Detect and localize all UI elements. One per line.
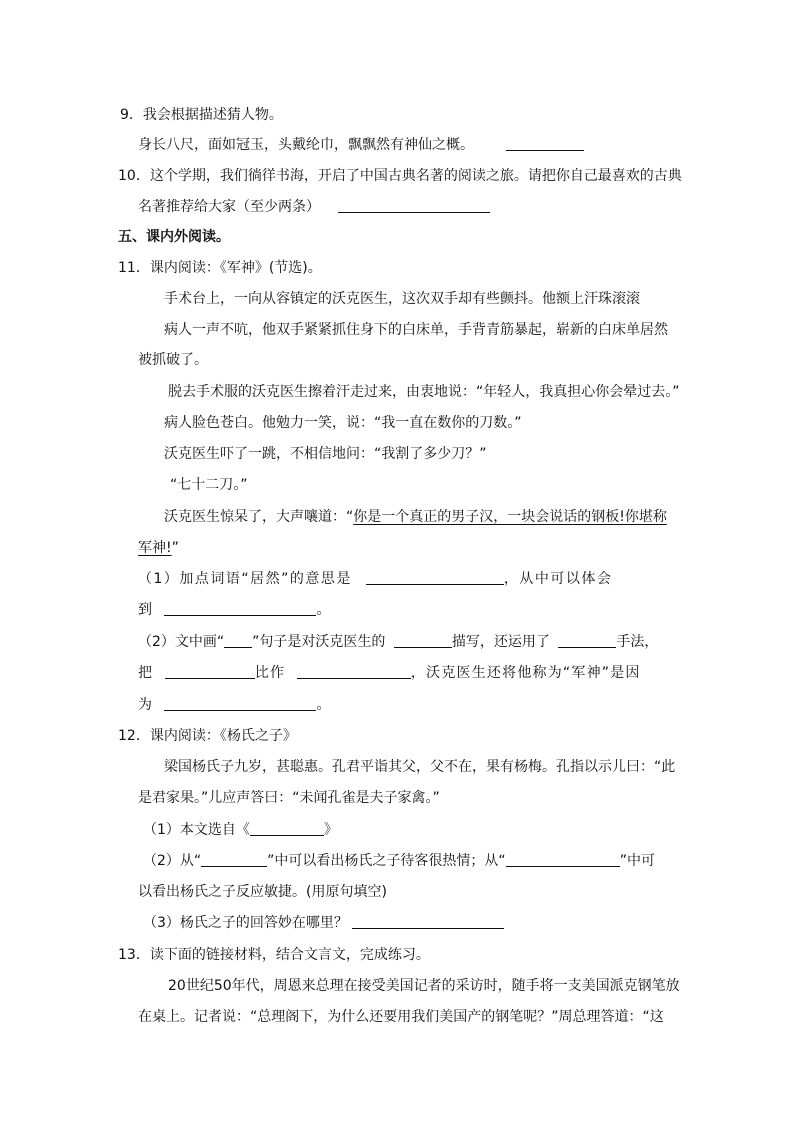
- q11-sub2-line2: 把 比作 ，沃克医生还将他称为“军神”是因: [138, 665, 641, 681]
- q9-title: 9．我会根据描述猜人物。: [120, 107, 283, 123]
- q11-sub2-blank-comparison[interactable]: [297, 664, 411, 679]
- q11-paragraph-7a: 沃克医生惊呆了，大声嚷道：“你是一个真正的男子汉，一块会说话的钢板!你堪称: [164, 509, 667, 525]
- q11-sub2-blank-object[interactable]: [165, 664, 255, 679]
- q11-paragraph-7b: 军神!”: [138, 540, 179, 556]
- q11-paragraph-6: “七十二刀。”: [170, 477, 248, 493]
- q11-paragraph-2b: 被抓破了。: [138, 352, 208, 368]
- q10-line1: 10．这个学期，我们徜徉书海，开启了中国古典名著的阅读之旅。请把你自己最喜欢的古典: [118, 168, 682, 184]
- q11-sub2-blank-reason[interactable]: [164, 696, 316, 711]
- q9-description: 身长八尺，面如冠玉，头戴纶巾，飘飘然有神仙之概。: [138, 136, 584, 154]
- q12-sub2-line2: 以看出杨氏之子反应敏捷。(用原句填空): [138, 884, 387, 900]
- q11-sub1-blank-feeling[interactable]: [164, 601, 316, 616]
- q11-paragraph-4: 病人脸色苍白。他勉力一笑，说：“我一直在数你的刀数。”: [164, 415, 522, 431]
- q12-sub3-blank[interactable]: [352, 914, 504, 929]
- q12-text-line2: 是君家果。”儿应声答曰：“未闻孔雀是夫子家禽。”: [138, 790, 440, 806]
- q11-paragraph-3: 脱去手术服的沃克医生擦着汗走过来，由衷地说：“年轻人，我真担心你会晕过去。”: [168, 384, 680, 400]
- q12-sub2-blank-warm[interactable]: [201, 852, 267, 867]
- q11-underlined-sentence: 你是一个真正的男子汉，一块会说话的钢板!你堪称: [353, 509, 667, 525]
- q11-paragraph-5: 沃克医生吓了一跳，不相信地问：“我割了多少刀？”: [164, 446, 487, 462]
- q11-paragraph-1: 手术台上，一向从容镇定的沃克医生，这次双手却有些颤抖。他额上汗珠滚滚: [164, 291, 640, 307]
- q10-line2: 名著推荐给大家（至少两条）: [138, 198, 490, 216]
- q11-underlined-sentence-end: 军神!: [138, 540, 172, 556]
- q11-title: 11．课内阅读：《军神》(节选)。: [118, 260, 322, 276]
- q11-sub2-line3: 为 。: [138, 697, 331, 713]
- q9-answer-blank[interactable]: [506, 136, 584, 151]
- q11-sub2-line1: （2）文中画“ ”句子是对沃克医生的 描写，还运用了 手法，: [138, 634, 659, 650]
- q11-sub1-line2: 到 。: [138, 602, 331, 618]
- q11-sub1-blank-meaning[interactable]: [366, 570, 504, 585]
- q11-sub1-line1: （1）加点词语“居然”的意思是 ，从中可以体会: [138, 571, 613, 587]
- q10-answer-blank[interactable]: [338, 198, 490, 213]
- q13-text-line1: 20世纪50年代，周恩来总理在接受美国记者的采访时，随手将一支美国派克钢笔放: [168, 978, 680, 994]
- q12-sub2-line1: （2）从“ ”中可以看出杨氏之子待客很热情；从“ ”中可: [143, 853, 655, 869]
- q12-sub2-blank-quick[interactable]: [506, 852, 620, 867]
- q12-text-line1: 梁国杨氏子九岁，甚聪惠。孔君平诣其父，父不在，果有杨梅。孔指以示儿曰：“此: [164, 759, 676, 775]
- q13-text-line2: 在桌上。记者说：“总理阁下，为什么还要用我们美国产的钢笔呢？”周总理答道：“这: [138, 1009, 664, 1025]
- q12-sub1-blank-source[interactable]: [250, 821, 324, 836]
- q11-sub2-underline-mark: [224, 633, 252, 648]
- section-5-title: 五、课内外阅读。: [118, 229, 230, 245]
- q11-sub2-blank-description[interactable]: [394, 633, 452, 648]
- q12-sub3: （3）杨氏之子的回答妙在哪里？: [143, 914, 504, 932]
- q13-title: 13．读下面的链接材料，结合文言文，完成练习。: [118, 947, 430, 963]
- q11-paragraph-2a: 病人一声不吭，他双手紧紧抓住身下的白床单，手背青筋暴起，崭新的白床单居然: [164, 322, 668, 338]
- q12-sub1: （1）本文选自《 》: [143, 822, 338, 838]
- q11-sub2-blank-technique[interactable]: [558, 633, 616, 648]
- q12-title: 12．课内阅读：《杨氏之子》: [118, 728, 297, 744]
